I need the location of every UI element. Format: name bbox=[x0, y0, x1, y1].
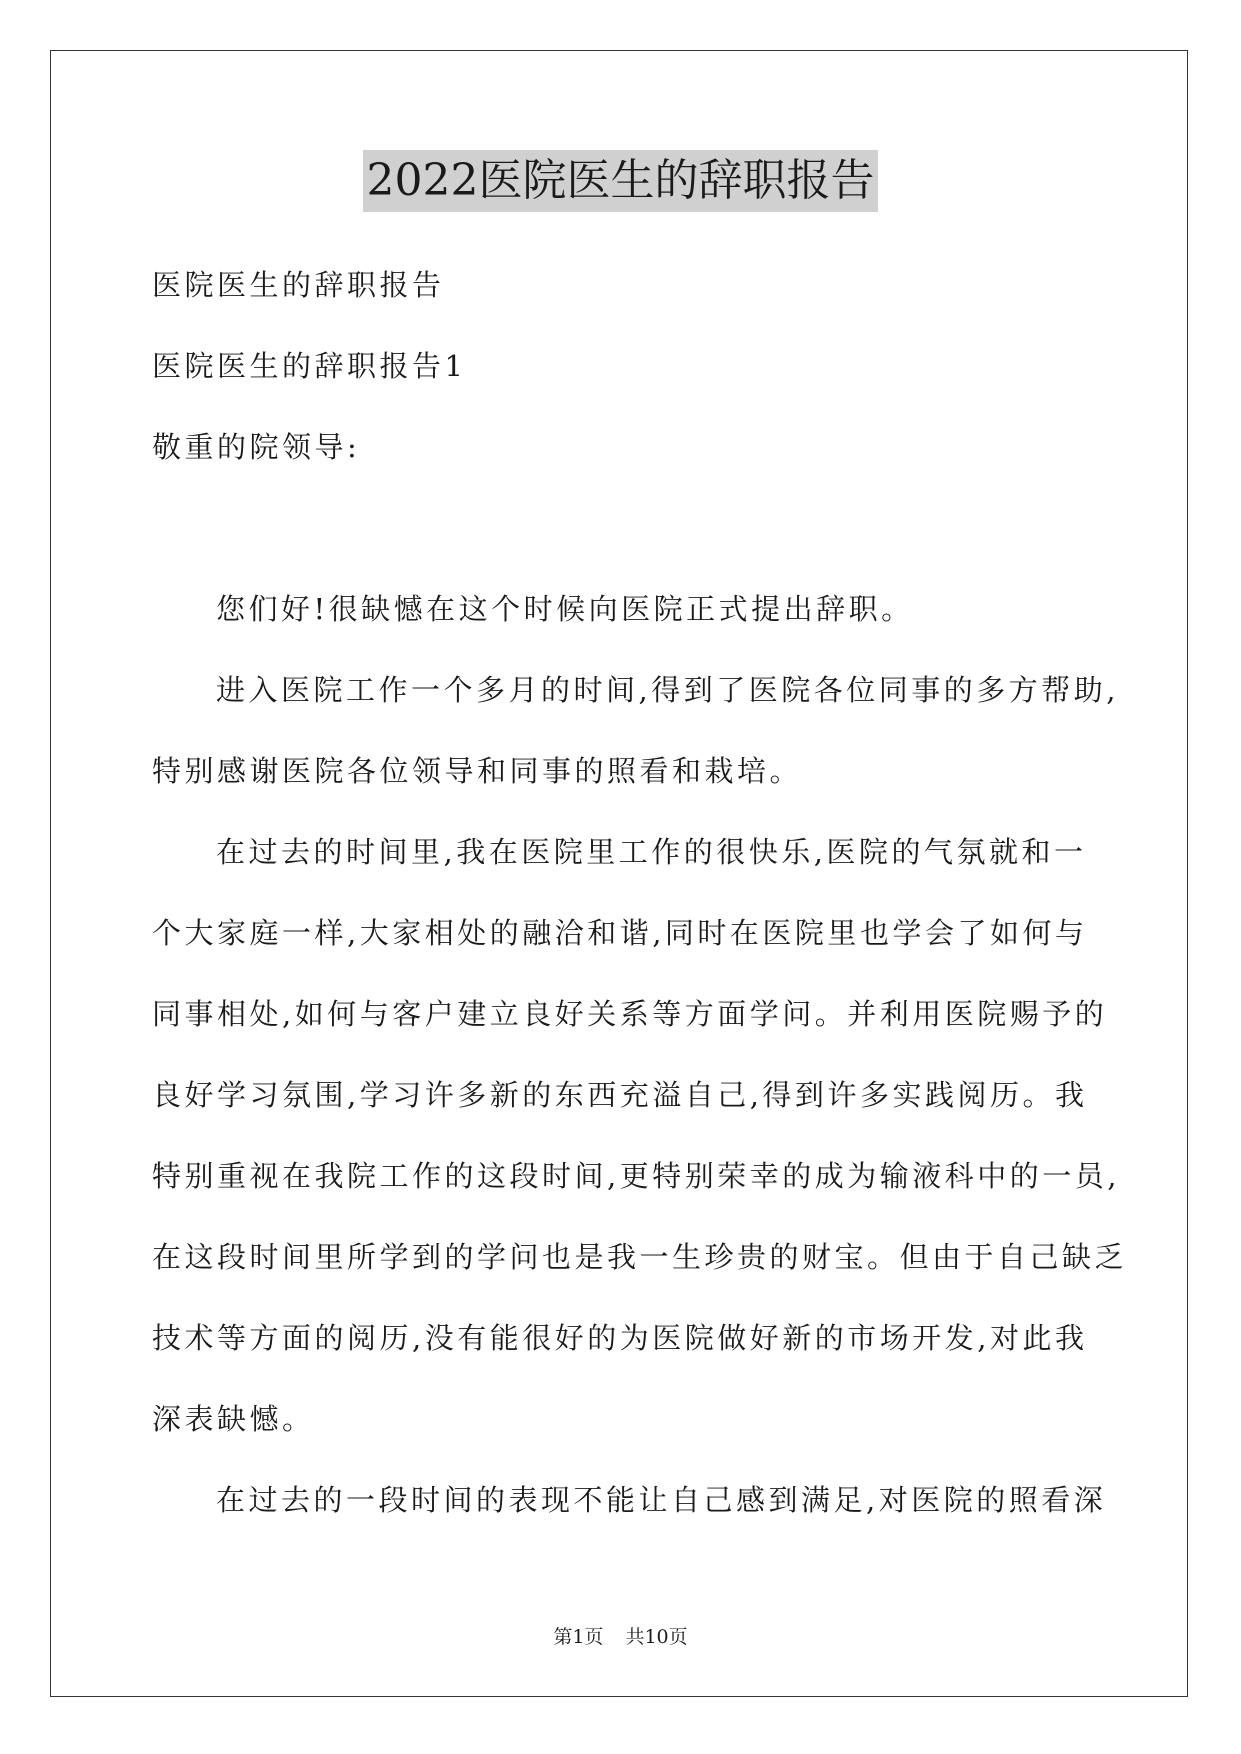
paragraph-line: 深表缺憾。 bbox=[152, 1402, 315, 1436]
blank-line bbox=[152, 508, 1092, 589]
paragraph-line: 您们好!很缺憾在这个时候向医院正式提出辞职。 bbox=[216, 592, 914, 626]
paragraph-line: 在过去的时间里,我在医院里工作的很快乐,医院的气氛就和一 bbox=[216, 835, 1087, 869]
paragraph-line: 个大家庭一样,大家相处的融洽和谐,同时在医院里也学会了如何与 bbox=[152, 916, 1088, 950]
paragraph-line: 特别重视在我院工作的这段时间,更特别荣幸的成为输液科中的一员, bbox=[152, 1159, 1120, 1193]
subtitle-numbered-line: 医院医生的辞职报告1 bbox=[152, 349, 467, 383]
paragraph-line: 同事相处,如何与客户建立良好关系等方面学问。并利用医院赐予的 bbox=[152, 997, 1108, 1031]
salutation-line: 敬重的院领导: bbox=[152, 430, 361, 464]
subtitle-line: 医院医生的辞职报告 bbox=[152, 268, 445, 302]
paragraph-line: 特别感谢医院各位领导和同事的照看和栽培。 bbox=[152, 754, 803, 788]
page-number-total: 共10页 bbox=[625, 1626, 688, 1648]
title-container bbox=[0, 150, 1241, 212]
page-footer bbox=[0, 1625, 1241, 1649]
paragraph-line: 进入医院工作一个多月的时间,得到了医院各位同事的多方帮助, bbox=[216, 673, 1119, 707]
document-title: 2022医院医生的辞职报告 bbox=[363, 150, 879, 212]
page-number-current: 第1页 bbox=[553, 1626, 604, 1648]
paragraph-line: 良好学习氛围,学习许多新的东西充溢自己,得到许多实践阅历。我 bbox=[152, 1078, 1088, 1112]
paragraph-line: 在这段时间里所学到的学问也是我一生珍贵的财宝。但由于自己缺乏 bbox=[152, 1240, 1128, 1274]
document-body bbox=[152, 265, 1128, 1561]
paragraph-line: 在过去的一段时间的表现不能让自己感到满足,对医院的照看深 bbox=[216, 1483, 1107, 1517]
paragraph-line: 技术等方面的阅历,没有能很好的为医院做好新的市场开发,对此我 bbox=[152, 1321, 1088, 1355]
